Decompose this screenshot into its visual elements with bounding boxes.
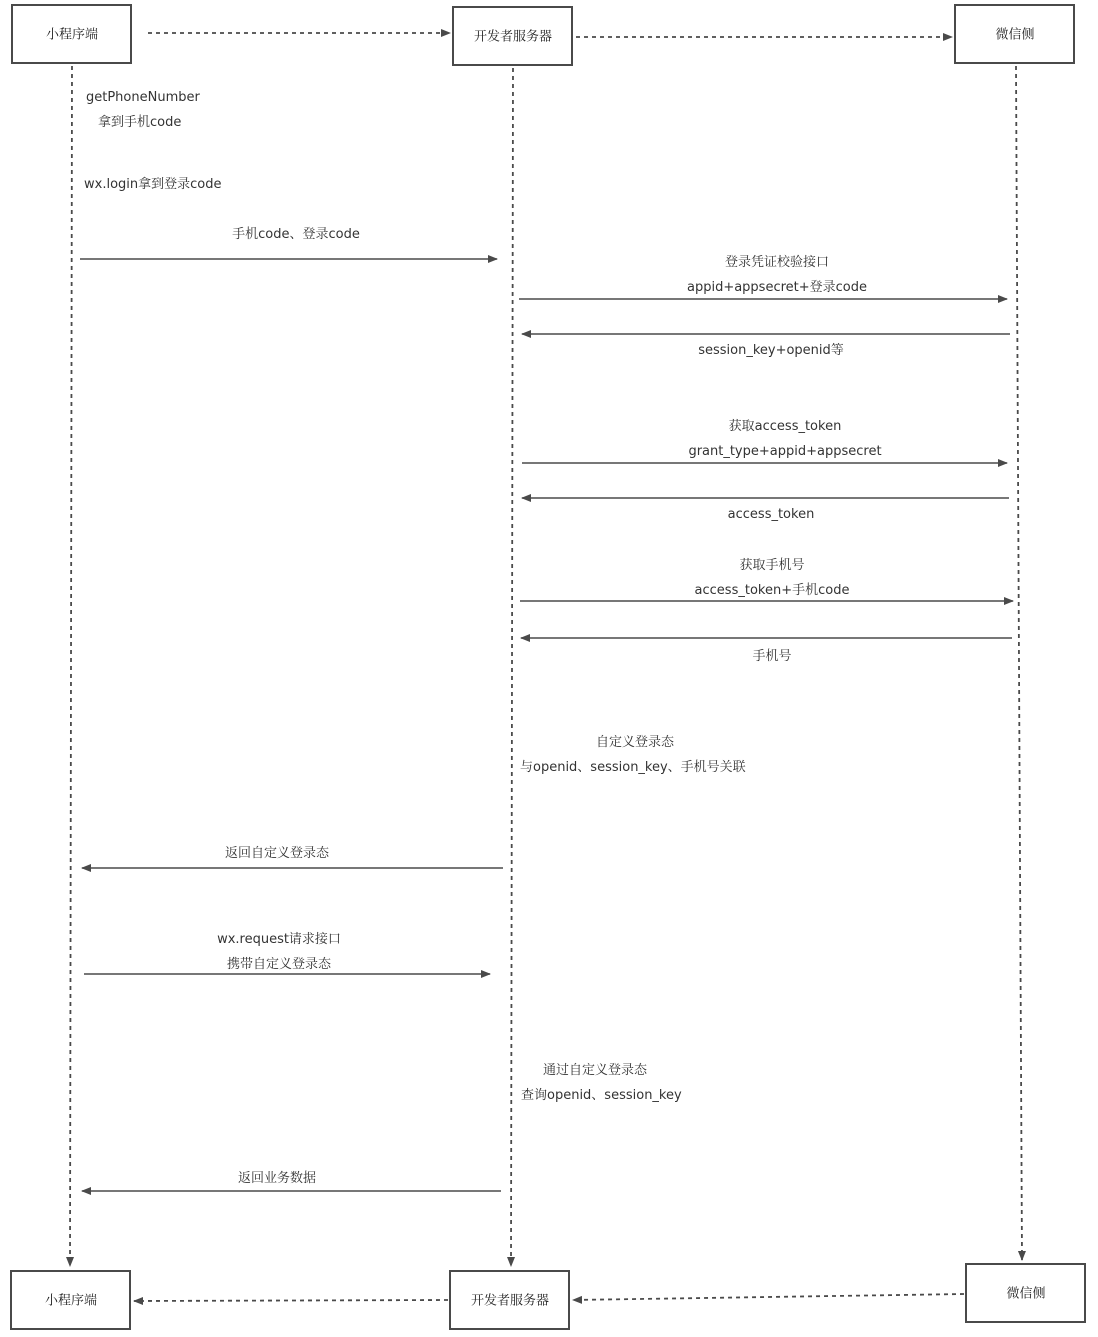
bottom-connector-server-miniprogram — [134, 1300, 448, 1301]
note-custom-state-link: 与openid、session_key、手机号关联 — [520, 760, 746, 775]
note-wx-login: wx.login拿到登录code — [84, 177, 222, 192]
note-via-state: 通过自定义登录态 — [543, 1063, 648, 1078]
bottom-connector-wechat-server — [573, 1294, 964, 1300]
actor-server-top-label: 开发者服务器 — [473, 29, 553, 45]
actor-miniprogram-bottom-label: 小程序端 — [44, 1293, 98, 1309]
msg-wx-request: wx.request请求接口 — [217, 932, 341, 947]
actor-wechat-top-label: 微信侧 — [995, 27, 1035, 43]
actor-wechat-top — [955, 5, 1074, 63]
msg-verify-params: appid+appsecret+登录code — [686, 280, 868, 295]
actor-miniprogram-bottom — [11, 1271, 130, 1329]
lifeline-wechat — [1016, 66, 1022, 1260]
msg-return-state: 返回自定义登录态 — [224, 846, 330, 861]
msg-carry-state: 携带自定义登录态 — [226, 957, 332, 972]
actor-server-bottom-label: 开发者服务器 — [470, 1293, 550, 1309]
msg-verify-return: session_key+openid等 — [698, 343, 844, 358]
actor-miniprogram-top — [12, 5, 131, 63]
actor-wechat-bottom-label: 微信侧 — [1006, 1286, 1046, 1302]
msg-token-return: access_token — [727, 507, 815, 522]
msg-token-params: grant_type+appid+appsecret — [688, 444, 882, 459]
msg-verify-title: 登录凭证校验接口 — [724, 255, 830, 270]
actor-wechat-bottom — [966, 1264, 1085, 1322]
lifeline-miniprogram — [70, 66, 72, 1266]
actor-server-top — [453, 7, 572, 65]
msg-phone-return: 手机号 — [752, 649, 792, 664]
msg-phone-title: 获取手机号 — [739, 558, 805, 573]
actor-miniprogram-top-label: 小程序端 — [45, 27, 99, 43]
note-get-phone-number: getPhoneNumber — [86, 90, 200, 105]
msg-send-codes-label: 手机code、登录code — [232, 227, 360, 242]
msg-phone-params: access_token+手机code — [694, 583, 850, 598]
msg-return-data: 返回业务数据 — [237, 1171, 317, 1186]
msg-token-title: 获取access_token — [728, 419, 842, 434]
note-custom-state: 自定义登录态 — [595, 735, 675, 750]
note-query-openid: 查询openid、session_key — [521, 1088, 682, 1103]
note-get-phone-code: 拿到手机code — [98, 115, 182, 130]
actor-server-bottom — [450, 1271, 569, 1329]
lifeline-server — [511, 68, 513, 1266]
